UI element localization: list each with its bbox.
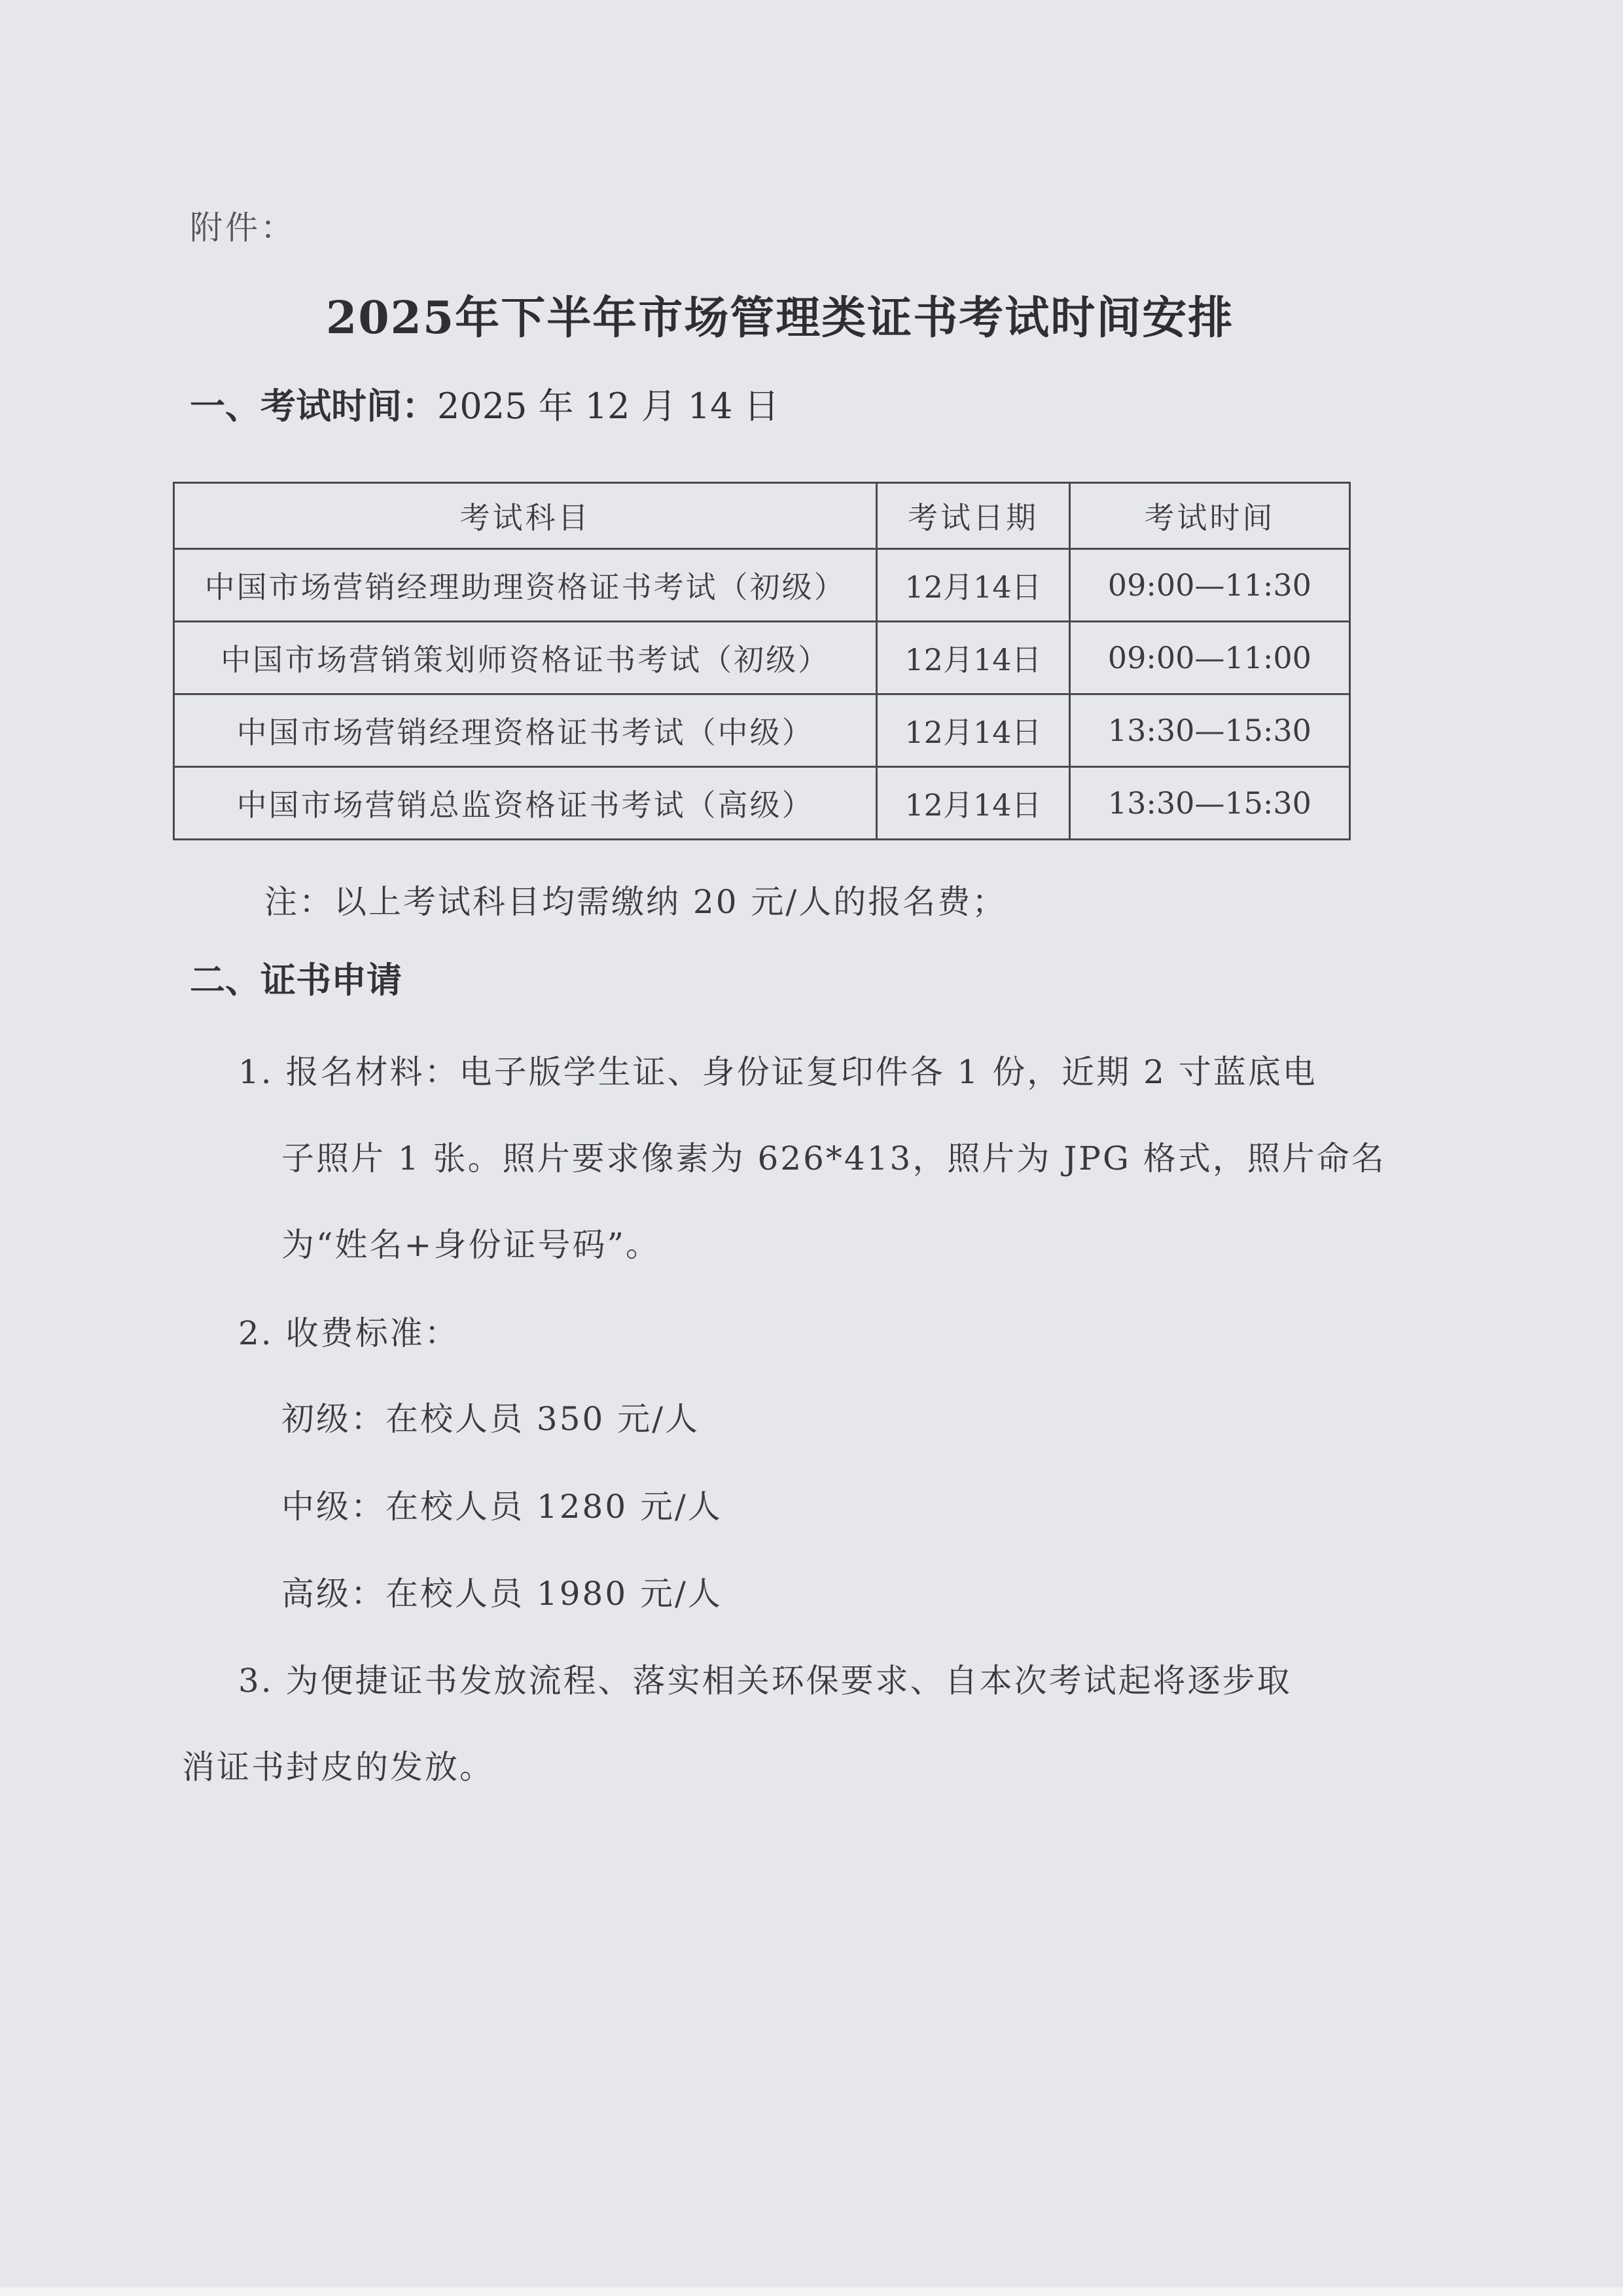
item1-line1: 1. 报名材料：电子版学生证、身份证复印件各 1 份，近期 2 寸蓝底电 [238,1053,1317,1091]
cell-subject: 中国市场营销策划师资格证书考试（初级） [174,622,877,694]
cell-subject: 中国市场营销经理资格证书考试（中级） [174,694,877,767]
section2-heading [190,952,402,1003]
cell-subject: 中国市场营销经理助理资格证书考试（初级） [174,549,877,622]
cell-date: 12月14日 [877,767,1070,840]
exam-schedule-table [173,482,1351,840]
section1-heading-value: 2025 年 12 月 14 日 [437,386,779,427]
cell-date: 12月14日 [877,622,1070,694]
section1-heading [190,378,779,429]
table-header-row [174,483,1350,549]
section2-heading-label: 二、证书申请 [190,959,402,1001]
table-row [174,549,1350,622]
header-subject: 考试科目 [174,483,877,549]
cell-date: 12月14日 [877,694,1070,767]
header-date: 考试日期 [877,483,1070,549]
cell-time: 09:00—11:30 [1069,549,1349,622]
document-title: 2025年下半年市场管理类证书考试时间安排 [326,292,1234,344]
item3-line1: 3. 为便捷证书发放流程、落实相关环保要求、自本次考试起将逐步取 [238,1662,1292,1700]
cell-date: 12月14日 [877,549,1070,622]
scan-edge-strip [0,2287,1623,2296]
item1-line3: 为“姓名+身份证号码”。 [281,1226,661,1264]
item1-line2: 子照片 1 张。照片要求像素为 626*413，照片为 JPG 格式，照片命名 [281,1139,1386,1177]
table-row [174,622,1350,694]
header-time: 考试时间 [1069,483,1349,549]
fee-item: 中级：在校人员 1280 元/人 [281,1488,722,1526]
cell-subject: 中国市场营销总监资格证书考试（高级） [174,767,877,840]
fee-item: 初级：在校人员 350 元/人 [281,1400,700,1438]
table-row [174,767,1350,840]
section1-heading-label: 一、考试时间： [190,385,437,427]
cell-time: 13:30—15:30 [1069,767,1349,840]
item3-line2: 消证书封皮的发放。 [182,1748,494,1786]
cell-time: 13:30—15:30 [1069,694,1349,767]
fee-item: 高级：在校人员 1980 元/人 [281,1575,722,1613]
table-row [174,694,1350,767]
cell-time: 09:00—11:00 [1069,622,1349,694]
item2-label: 2. 收费标准： [238,1314,459,1352]
registration-fee-note: 注：以上考试科目均需缴纳 20 元/人的报名费； [264,883,1007,921]
attachment-label: 附件： [190,209,296,247]
